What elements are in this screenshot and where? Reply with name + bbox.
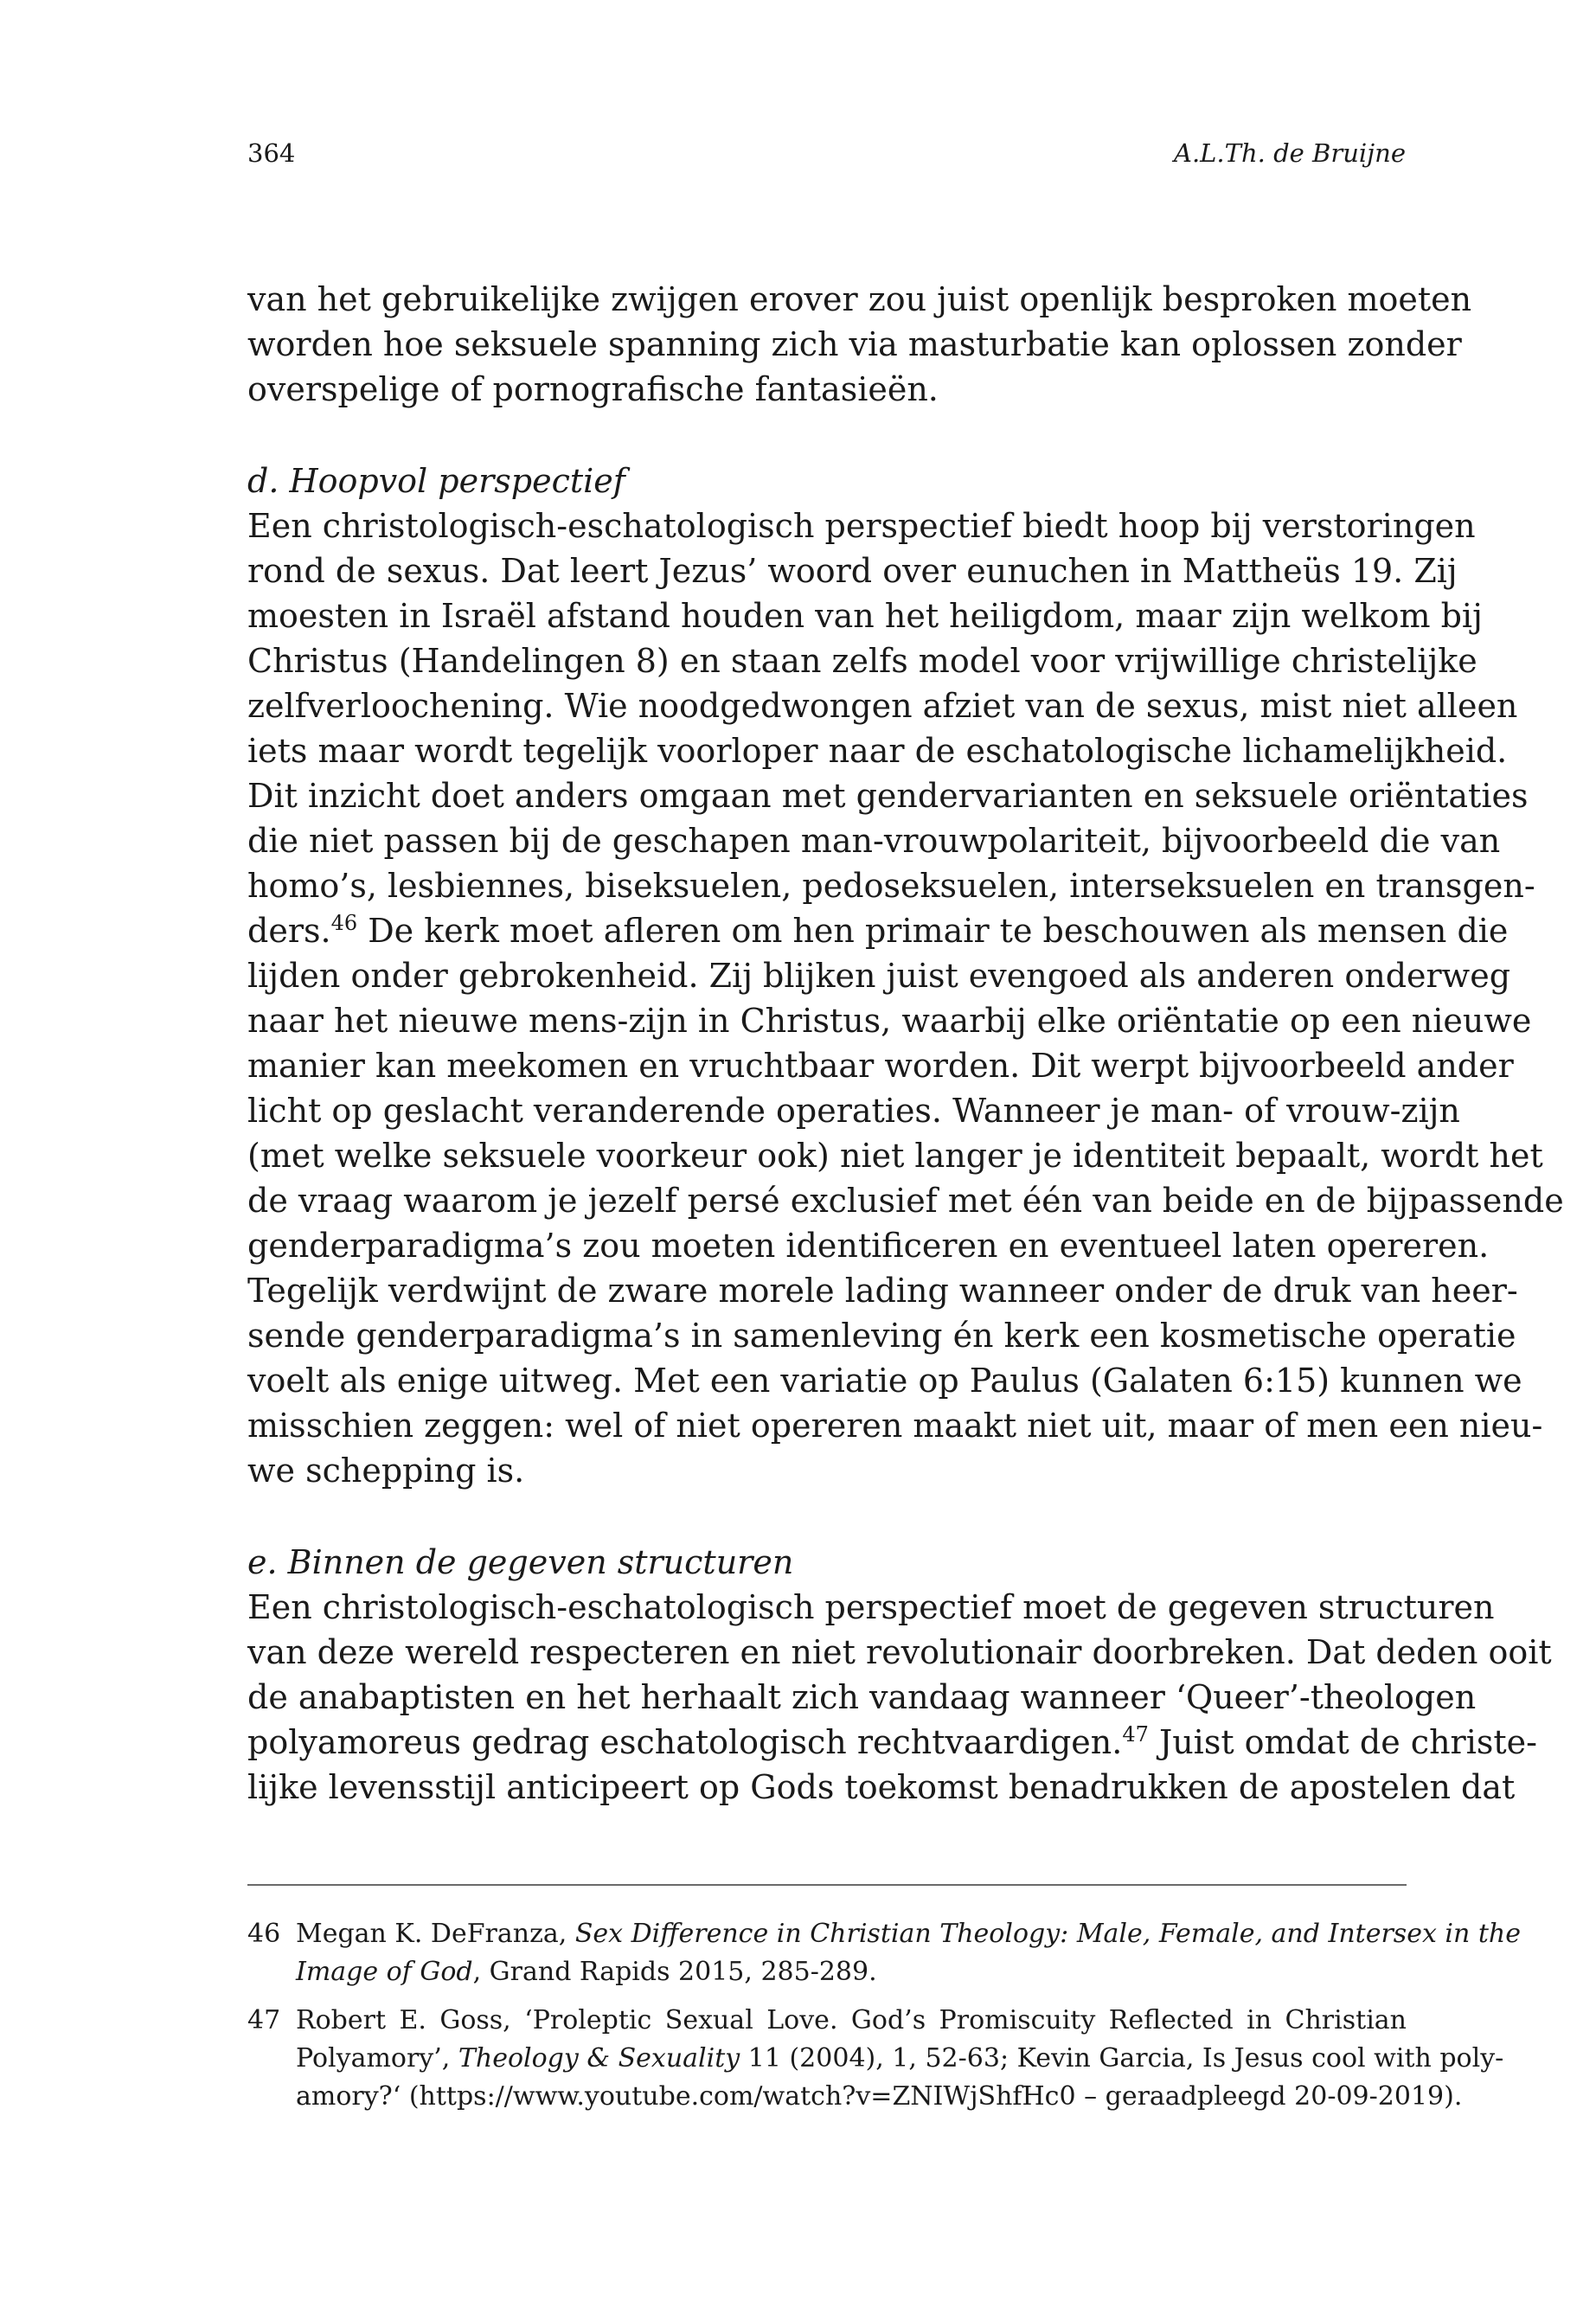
footnote-line: Image of God, Grand Rapids 2015, 285-289. [296, 1957, 877, 1987]
text-line-with-note: polyamoreus gedrag eschatologisch rechtvaardigen.$^{47}$ Juist omdat de christe- [247, 1722, 1537, 1761]
text-line: naar het nieuwe mens-zijn in Christus, waarbij elke oriëntatie op een nieuwe [247, 1002, 1532, 1040]
footnote-number: 47 [247, 2005, 281, 2035]
text-line: homo’s, lesbiennes, biseksuelen, pedoseksuelen, interseksuelen en transgen- [247, 867, 1535, 905]
text-line-with-note: ders.$^{46}$ De kerk moet afleren om hen primair te beschouwen als mensen die [247, 911, 1509, 950]
text-line: die niet passen bij de geschapen man-vrouwpolariteit, bijvoorbeeld die van [247, 822, 1501, 860]
page-number: 364 [247, 138, 296, 168]
text-line: de anabaptisten en het herhaalt zich vandaag wanneer ‘Queer’-theologen [247, 1678, 1477, 1716]
text-line: Christus (Handelingen 8) en staan zelfs model voor vrijwillige christelijke [247, 642, 1477, 680]
text-line: lijden onder gebrokenheid. Zij blijken juist evengoed als anderen onderweg [247, 957, 1511, 995]
text-line: rond de sexus. Dat leert Jezus’ woord over eunuchen in Mattheüs 19. Zij [247, 552, 1458, 590]
text-line: worden hoe seksuele spanning zich via masturbatie kan oplossen zonder [247, 325, 1462, 363]
running-author: A.L.Th. de Bruijne [1174, 138, 1406, 168]
text-line: genderparadigma’s zou moeten identificeren en eventueel laten opereren. [247, 1227, 1490, 1265]
text-line: voelt als enige uitweg. Met een variatie op Paulus (Galaten 6:15) kunnen we [247, 1362, 1522, 1400]
text-line: lijke levensstijl anticipeert op Gods toekomst benadrukken de apostelen dat [247, 1768, 1516, 1806]
text-line: zelfverloochening. Wie noodgedwongen afziet van de sexus, mist niet alleen [247, 687, 1518, 725]
text-line: manier kan meekomen en vruchtbaar worden. Dit werpt bijvoorbeeld ander [247, 1047, 1514, 1085]
text-line: Een christologisch-eschatologisch perspectief biedt hoop bij verstoringen [247, 507, 1476, 545]
text-line: licht op geslacht veranderende operaties. Wanneer je man- of vrouw-zijn [247, 1092, 1460, 1130]
footnote-line: Robert E. Goss, ‘Proleptic Sexual Love. God’s Promiscuity Reflected in Christian [296, 2005, 1407, 2035]
text-line: we schepping is. [247, 1452, 525, 1490]
footnote-line: Polyamory’, Theology & Sexuality 11 (2004), 1, 52-63; Kevin Garcia, Is Jesus cool with poly- [296, 2043, 1504, 2073]
text-line: overspelige of pornografische fantasieën. [247, 370, 939, 408]
text-line: misschien zeggen: wel of niet opereren maakt niet uit, maar of men een nieu- [247, 1407, 1543, 1445]
text-line: de vraag waarom je jezelf persé exclusief met één van beide en de bijpassende [247, 1182, 1564, 1220]
main-text [247, 277, 1564, 1810]
text-line: sende genderparadigma’s in samenleving én kerk een kosmetische operatie [247, 1317, 1516, 1355]
footnote-line: Megan K. DeFranza, Sex Difference in Christian Theology: Male, Female, and Intersex in the [296, 1919, 1521, 1949]
text-line: van deze wereld respecteren en niet revolutionair doorbreken. Dat deden ooit [247, 1633, 1552, 1671]
footnote-46 [247, 1915, 1521, 1991]
text-line: (met welke seksuele voorkeur ook) niet langer je identiteit bepaalt, wordt het [247, 1137, 1543, 1175]
running-header [247, 138, 1406, 176]
footnote-divider [247, 1884, 1407, 1886]
footnote-line: amory?‘ (https://www.youtube.com/watch?v=ZNIWjShfHc0 – geraadpleegd 20-09-2019). [296, 2081, 1463, 2112]
footnotes [247, 1915, 1521, 2126]
text-line: Een christologisch-eschatologisch perspectief moet de gegeven structuren [247, 1588, 1495, 1626]
text-line: van het gebruikelijke zwijgen erover zou juist openlijk besproken moeten [247, 280, 1472, 318]
text-line: iets maar wordt tegelijk voorloper naar de eschatologische lichamelijkheid. [247, 732, 1508, 770]
footnote-ref-47[interactable]: 47 [1122, 1722, 1149, 1747]
text-line: Dit inzicht doet anders omgaan met gendervarianten en seksuele oriëntaties [247, 777, 1529, 815]
section-heading-d: d. Hoopvol perspectief [247, 462, 625, 500]
section-heading-e: e. Binnen de gegeven structuren [247, 1543, 794, 1581]
footnote-number: 46 [247, 1919, 281, 1949]
text-line: moesten in Israël afstand houden van het heiligdom, maar zijn welkom bij [247, 597, 1483, 635]
text-line: Tegelijk verdwijnt de zware morele lading wanneer onder de druk van heer- [247, 1272, 1518, 1310]
footnote-47 [247, 2002, 1504, 2116]
footnote-ref-46[interactable]: 46 [330, 911, 358, 935]
